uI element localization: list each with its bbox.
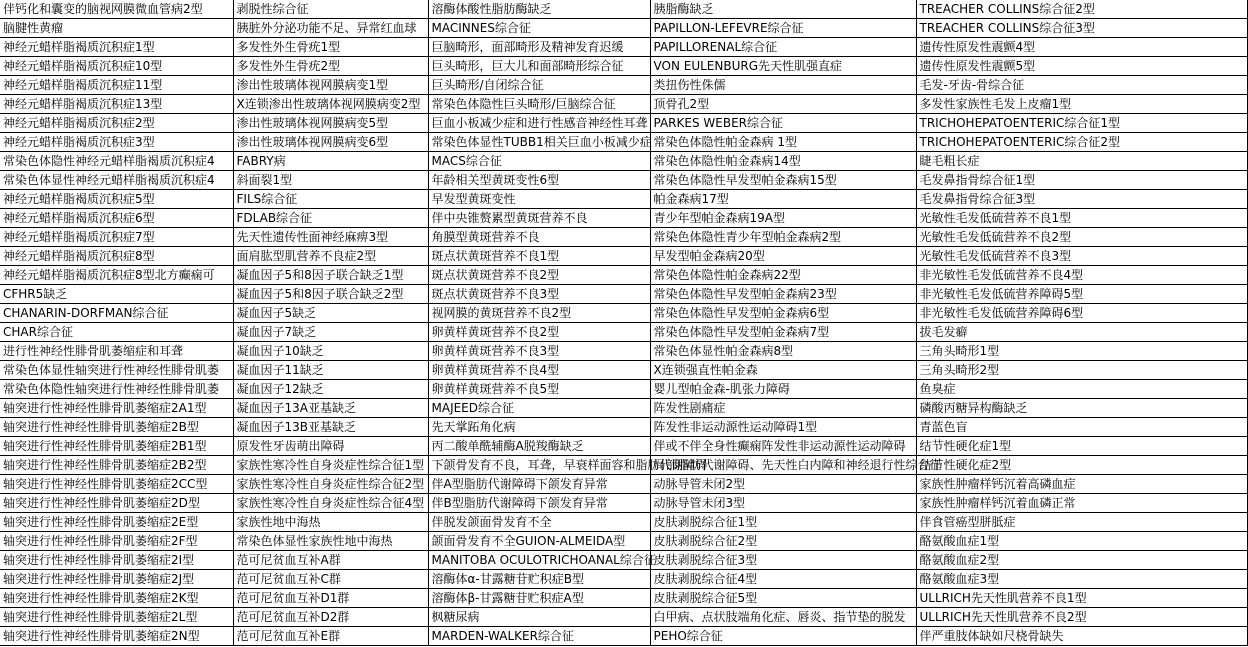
table-cell: 神经元蜡样脂褐质沉积症10型 — [0, 57, 233, 76]
table-cell: 神经元蜡样脂褐质沉积症13型 — [0, 95, 233, 114]
table-cell: 伴A型脂肪代谢障碍下颌发育异常 — [428, 475, 650, 494]
table-cell: 溶酶体β-甘露糖苷贮积症A型 — [428, 589, 650, 608]
table-cell: 睫毛粗长症 — [916, 152, 1247, 171]
table-cell: TRICHOHEPATOENTERIC综合征2型 — [916, 133, 1247, 152]
table-row — [0, 380, 1247, 399]
table-row — [0, 209, 1247, 228]
table-cell: 先天性遗传性面神经麻痹3型 — [233, 228, 428, 247]
table-cell: 凝血因子5和8因子联合缺乏2型 — [233, 285, 428, 304]
table-cell: 渗出性玻璃体视网膜病变5型 — [233, 114, 428, 133]
table-row — [0, 285, 1247, 304]
table-cell: 青少年型帕金森病19A型 — [650, 209, 916, 228]
table-cell: PARKES WEBER综合征 — [650, 114, 916, 133]
table-row — [0, 570, 1247, 589]
table-cell: 常染色体隐性帕金森病22型 — [650, 266, 916, 285]
table-cell: 轴突进行性神经性腓骨肌萎缩症2L型 — [0, 608, 233, 627]
table-row — [0, 19, 1247, 38]
table-cell: 下颌骨发育不良，耳聋，早衰样面容和脂肪代谢障碍 — [428, 456, 650, 475]
table-cell: 三角头畸形1型 — [916, 342, 1247, 361]
table-cell: 常染色体隐性轴突进行性神经性腓骨肌萎 — [0, 380, 233, 399]
table-cell: 脑腱性黄瘤 — [0, 19, 233, 38]
table-cell: 卵黄样黄斑营养不良4型 — [428, 361, 650, 380]
table-cell: 轴突进行性神经性腓骨肌萎缩症2F型 — [0, 532, 233, 551]
table-cell: 遗传性原发性震颤5型 — [916, 57, 1247, 76]
table-cell: 非光敏性毛发低硫营养障碍5型 — [916, 285, 1247, 304]
table-cell: PAPILLON-LEFEVRE综合征 — [650, 19, 916, 38]
table-row — [0, 494, 1247, 513]
table-row — [0, 589, 1247, 608]
table-cell: 阵发性非运动源性运动障碍1型 — [650, 418, 916, 437]
table-cell: 巨血小板减少症和进行性感音神经性耳聋 — [428, 114, 650, 133]
table-cell: CFHR5缺乏 — [0, 285, 233, 304]
table-cell: 轴突进行性神经性腓骨肌萎缩症2D型 — [0, 494, 233, 513]
table-cell: 卵黄样黄斑营养不良3型 — [428, 342, 650, 361]
table-row — [0, 190, 1247, 209]
table-cell: 白甲病、点状肢端角化症、唇炎、指节垫的脱发 — [650, 608, 916, 627]
table-cell: 丙二酸单酰辅酶A脱羧酶缺乏 — [428, 437, 650, 456]
table-cell: 结节性硬化症1型 — [916, 437, 1247, 456]
table-row — [0, 171, 1247, 190]
table-cell: 伴或不伴全身性癫痫阵发性非运动源性运动障碍 — [650, 437, 916, 456]
table-cell: 三角头畸形2型 — [916, 361, 1247, 380]
table-cell: 常染色体显性神经元蜡样脂褐质沉积症4 — [0, 171, 233, 190]
table-cell: 早发型黄斑变性 — [428, 190, 650, 209]
table-cell: 家族性寒冷性自身炎症性综合征4型 — [233, 494, 428, 513]
table-cell: 凝血因子11缺乏 — [233, 361, 428, 380]
table-row — [0, 608, 1247, 627]
table-cell: 范可尼贫血互补D2群 — [233, 608, 428, 627]
table-cell: 拔毛发癖 — [916, 323, 1247, 342]
table-row — [0, 76, 1247, 95]
table-cell: 顶骨孔2型 — [650, 95, 916, 114]
table-row — [0, 304, 1247, 323]
table-row — [0, 323, 1247, 342]
table-cell: 卵黄样黄斑营养不良2型 — [428, 323, 650, 342]
table-cell: 伴严重肢体缺如尺桡骨缺失 — [916, 627, 1247, 646]
table-cell: 类扭伤性侏儒 — [650, 76, 916, 95]
table-cell: 斜面裂1型 — [233, 171, 428, 190]
table-cell: 神经元蜡样脂褐质沉积症1型 — [0, 38, 233, 57]
table-cell: MAJEED综合征 — [428, 399, 650, 418]
table-cell: 凝血因子13A亚基缺乏 — [233, 399, 428, 418]
table-cell: 范可尼贫血互补D1群 — [233, 589, 428, 608]
table-cell: 轴突进行性神经性腓骨肌萎缩症2B2型 — [0, 456, 233, 475]
table-cell: 酪氨酸血症2型 — [916, 551, 1247, 570]
table-cell: 遗传性原发性震颤4型 — [916, 38, 1247, 57]
table-row — [0, 0, 1247, 19]
table-cell: 渗出性玻璃体视网膜病变1型 — [233, 76, 428, 95]
table-cell: 年龄相关型黄斑变性6型 — [428, 171, 650, 190]
table-row — [0, 399, 1247, 418]
table-cell: FDLAB综合征 — [233, 209, 428, 228]
table-cell: 角膜型黄斑营养不良 — [428, 228, 650, 247]
table-cell: 非光敏性毛发低硫营养障碍6型 — [916, 304, 1247, 323]
table-row — [0, 475, 1247, 494]
table-row — [0, 551, 1247, 570]
table-cell: 斑点状黄斑营养不良3型 — [428, 285, 650, 304]
table-cell: MACS综合征 — [428, 152, 650, 171]
table-cell: VON EULENBURG先天性肌强直症 — [650, 57, 916, 76]
table-cell: 轴突进行性神经性腓骨肌萎缩症2K型 — [0, 589, 233, 608]
table-cell: 毛发鼻指骨综合征3型 — [916, 190, 1247, 209]
table-cell: 胰脂酶缺乏 — [650, 0, 916, 19]
table-cell: 家族性地中海热 — [233, 513, 428, 532]
table-cell: 原发性牙齿萌出障碍 — [233, 437, 428, 456]
table-cell: TREACHER COLLINS综合征2型 — [916, 0, 1247, 19]
table-cell: 鱼臭症 — [916, 380, 1247, 399]
table-cell: 家族性肿瘤样钙沉着高磷血症 — [916, 475, 1247, 494]
table-cell: 神经元蜡样脂褐质沉积症3型 — [0, 133, 233, 152]
table-cell: MACINNES综合征 — [428, 19, 650, 38]
table-cell: 光敏性毛发低硫营养不良3型 — [916, 247, 1247, 266]
table-cell: 轴突进行性神经性腓骨肌萎缩症2A1型 — [0, 399, 233, 418]
table-cell: 巨头畸形，巨大儿和面部畸形综合征 — [428, 57, 650, 76]
table-cell: 常染色体隐性青少年型帕金森病2型 — [650, 228, 916, 247]
table-cell: 皮肤剥脱综合征2型 — [650, 532, 916, 551]
table-cell: 非光敏性毛发低硫营养不良4型 — [916, 266, 1247, 285]
table-cell: 家族性肿瘤样钙沉着血磷正常 — [916, 494, 1247, 513]
table-cell: 毛发-牙齿-骨综合征 — [916, 76, 1247, 95]
table-cell: 视网膜的黄斑营养不良2型 — [428, 304, 650, 323]
table-row — [0, 152, 1247, 171]
table-cell: 斑点状黄斑营养不良1型 — [428, 247, 650, 266]
table-row — [0, 266, 1247, 285]
table-cell: 帕金森病17型 — [650, 190, 916, 209]
table-cell: 多发性家族性毛发上皮瘤1型 — [916, 95, 1247, 114]
table-cell: 巨头畸形/自闭综合征 — [428, 76, 650, 95]
table-cell: 轴突进行性神经性腓骨肌萎缩症2J型 — [0, 570, 233, 589]
table-cell: 卵黄样黄斑营养不良5型 — [428, 380, 650, 399]
table-cell: 常染色体隐性巨头畸形/巨脑综合征 — [428, 95, 650, 114]
table-cell: 凝血因子5缺乏 — [233, 304, 428, 323]
table-cell: 轴突进行性神经性腓骨肌萎缩症2B1型 — [0, 437, 233, 456]
table-row — [0, 114, 1247, 133]
table-cell: 颌面骨发育不全GUION-ALMEIDA型 — [428, 532, 650, 551]
table-cell: 家族性寒冷性自身炎症性综合征1型 — [233, 456, 428, 475]
table-cell: PAPILLORENAL综合征 — [650, 38, 916, 57]
table-cell: ULLRICH先天性肌营养不良1型 — [916, 589, 1247, 608]
table-cell: 剥脱性综合征 — [233, 0, 428, 19]
table-cell: 酪氨酸血症1型 — [916, 532, 1247, 551]
table-cell: 枫糖尿病 — [428, 608, 650, 627]
table-row — [0, 133, 1247, 152]
table-cell: 青蓝色盲 — [916, 418, 1247, 437]
table-cell: FILS综合征 — [233, 190, 428, 209]
table-row — [0, 456, 1247, 475]
table-cell: 神经元蜡样脂褐质沉积症2型 — [0, 114, 233, 133]
table-cell: 光敏性毛发低硫营养不良2型 — [916, 228, 1247, 247]
table-row — [0, 437, 1247, 456]
table-cell: 范可尼贫血互补C群 — [233, 570, 428, 589]
table-cell: 皮肤剥脱综合征1型 — [650, 513, 916, 532]
table-cell: 常染色体显性TUBB1相关巨血小板减少症 — [428, 133, 650, 152]
table-cell: 结节性硬化症2型 — [916, 456, 1247, 475]
table-cell: 常染色体隐性帕金森病 1型 — [650, 133, 916, 152]
table-row — [0, 361, 1247, 380]
table-cell: 进行性神经性腓骨肌萎缩症和耳聋 — [0, 342, 233, 361]
table-cell: 胰脏外分泌功能不足、异常红血球 — [233, 19, 428, 38]
table-cell: 面肩肱型肌营养不良症2型 — [233, 247, 428, 266]
table-cell: ULLRICH先天性肌营养不良2型 — [916, 608, 1247, 627]
table-cell: 伴食管癌型胼胝症 — [916, 513, 1247, 532]
table-cell: 家族性寒冷性自身炎症性综合征2型 — [233, 475, 428, 494]
table-cell: 伴中央锥赘累型黄斑营养不良 — [428, 209, 650, 228]
table-cell: 伴钙化和囊变的脑视网膜微血管病2型 — [0, 0, 233, 19]
table-cell: MARDEN-WALKER综合征 — [428, 627, 650, 646]
table-cell: 范可尼贫血互补E群 — [233, 627, 428, 646]
table-cell: 磷酸丙糖异构酶缺乏 — [916, 399, 1247, 418]
table-cell: X连锁强直性帕金森 — [650, 361, 916, 380]
table-cell: 先天掌跖角化病 — [428, 418, 650, 437]
table-row — [0, 228, 1247, 247]
table-cell: 轴突进行性神经性腓骨肌萎缩症2I型 — [0, 551, 233, 570]
table-cell: 婴儿型帕金森-肌张力障碍 — [650, 380, 916, 399]
table-cell: 神经元蜡样脂褐质沉积症5型 — [0, 190, 233, 209]
table-cell: TREACHER COLLINS综合征3型 — [916, 19, 1247, 38]
table-cell: 动脉导管未闭3型 — [650, 494, 916, 513]
table-cell: 常染色体隐性早发型帕金森病6型 — [650, 304, 916, 323]
table-cell: 神经元蜡样脂褐质沉积症8型 — [0, 247, 233, 266]
table-cell: 渗出性玻璃体视网膜病变6型 — [233, 133, 428, 152]
table-row — [0, 627, 1247, 646]
table-cell: 常染色体隐性早发型帕金森病23型 — [650, 285, 916, 304]
table-cell: 常染色体隐性早发型帕金森病15型 — [650, 171, 916, 190]
table-cell: FABRY病 — [233, 152, 428, 171]
table-cell: 凝血因子13B亚基缺乏 — [233, 418, 428, 437]
table-cell: 神经元蜡样脂褐质沉积症11型 — [0, 76, 233, 95]
table-row — [0, 38, 1247, 57]
table-cell: 神经元蜡样脂褐质沉积症6型 — [0, 209, 233, 228]
table-cell: 溶酶体α-甘露糖苷贮积症B型 — [428, 570, 650, 589]
table-cell: 常染色体显性家族性地中海热 — [233, 532, 428, 551]
table-cell: 酪氨酸血症3型 — [916, 570, 1247, 589]
table-cell: X连锁渗出性玻璃体视网膜病变2型 — [233, 95, 428, 114]
table-cell: 动脉导管未闭2型 — [650, 475, 916, 494]
table-cell: 巨脑畸形，面部畸形及精神发育迟缓 — [428, 38, 650, 57]
table-cell: 轴突进行性神经性腓骨肌萎缩症2B型 — [0, 418, 233, 437]
table-cell: 早发型帕金森病20型 — [650, 247, 916, 266]
table-cell: CHAR综合征 — [0, 323, 233, 342]
table-row — [0, 513, 1247, 532]
table-row — [0, 532, 1247, 551]
table-cell: 阵发性剧痛症 — [650, 399, 916, 418]
table-cell: 多发性外生骨疣2型 — [233, 57, 428, 76]
table-cell: 凝血因子12缺乏 — [233, 380, 428, 399]
table-row — [0, 247, 1247, 266]
table-row — [0, 342, 1247, 361]
table-cell: 局部脂肪代谢障碍、先天性白内障和神经退行性综合征 — [650, 456, 916, 475]
table-cell: 溶酶体酸性脂肪酶缺乏 — [428, 0, 650, 19]
table-cell: 凝血因子5和8因子联合缺乏1型 — [233, 266, 428, 285]
table-cell: 皮肤剥脱综合征4型 — [650, 570, 916, 589]
table-cell: MANITOBA OCULOTRICHOANAL综合征 — [428, 551, 650, 570]
table-row — [0, 418, 1247, 437]
table-cell: 常染色体显性帕金森病8型 — [650, 342, 916, 361]
table-cell: 皮肤剥脱综合征5型 — [650, 589, 916, 608]
table-cell: 伴B型脂肪代谢障碍下颌发育异常 — [428, 494, 650, 513]
table-cell: 轴突进行性神经性腓骨肌萎缩症2CC型 — [0, 475, 233, 494]
table-cell: 皮肤剥脱综合征3型 — [650, 551, 916, 570]
table-cell: 常染色体隐性帕金森病14型 — [650, 152, 916, 171]
table-cell: CHANARIN-DORFMAN综合征 — [0, 304, 233, 323]
table-cell: 凝血因子10缺乏 — [233, 342, 428, 361]
table-row — [0, 95, 1247, 114]
table-cell: PEHO综合征 — [650, 627, 916, 646]
table-cell: 斑点状黄斑营养不良2型 — [428, 266, 650, 285]
table-cell: 轴突进行性神经性腓骨肌萎缩症2N型 — [0, 627, 233, 646]
table-cell: 范可尼贫血互补A群 — [233, 551, 428, 570]
table-cell: 常染色体隐性早发型帕金森病7型 — [650, 323, 916, 342]
table-cell: 常染色体隐性神经元蜡样脂褐质沉积症4 — [0, 152, 233, 171]
table-cell: 神经元蜡样脂褐质沉积症8型北方癫痫可 — [0, 266, 233, 285]
table-row — [0, 57, 1247, 76]
table-cell: 多发性外生骨疣1型 — [233, 38, 428, 57]
table-cell: 常染色体显性轴突进行性神经性腓骨肌萎 — [0, 361, 233, 380]
table-cell: 神经元蜡样脂褐质沉积症7型 — [0, 228, 233, 247]
table-cell: 凝血因子7缺乏 — [233, 323, 428, 342]
table-cell: 伴脱发颌面骨发育不全 — [428, 513, 650, 532]
table-cell: 轴突进行性神经性腓骨肌萎缩症2E型 — [0, 513, 233, 532]
table-cell: TRICHOHEPATOENTERIC综合征1型 — [916, 114, 1247, 133]
table-cell: 光敏性毛发低硫营养不良1型 — [916, 209, 1247, 228]
table-cell: 毛发鼻指骨综合征1型 — [916, 171, 1247, 190]
